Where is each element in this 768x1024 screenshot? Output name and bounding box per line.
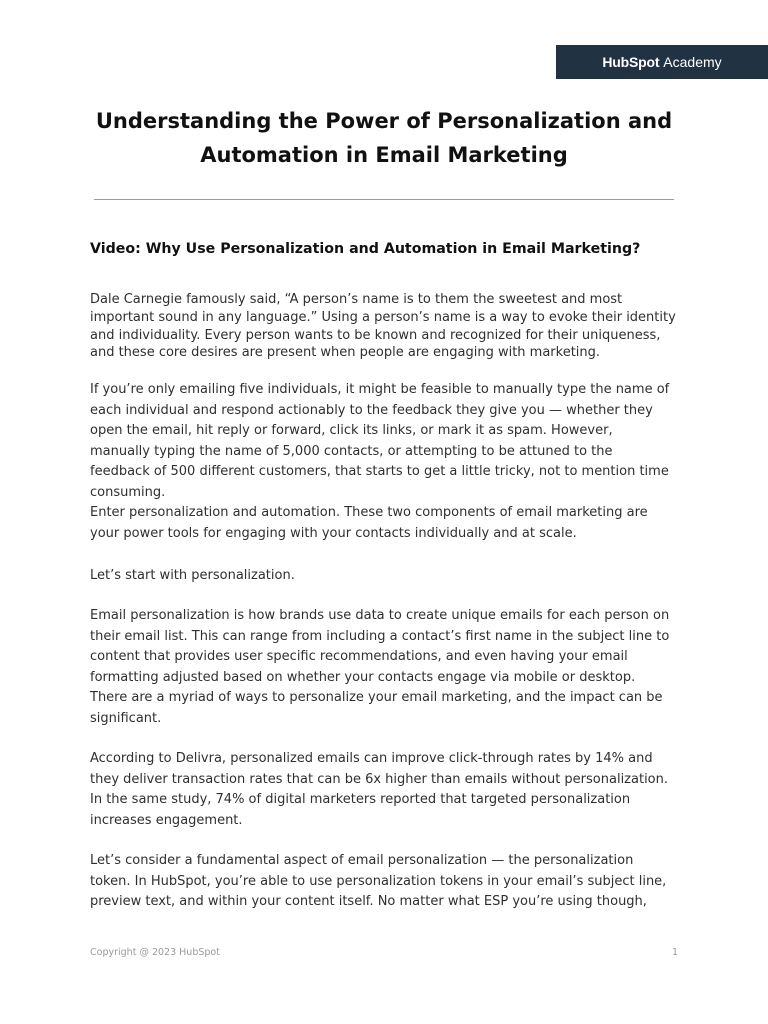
paragraph-4: Let’s start with personalization. [90, 568, 295, 583]
paragraph-7: Let’s consider a fundamental aspect of email personalization — the personalization token. In HubSpot, you’re able to use personalization tokens in your email’s subject line, preview text, and within your content itself. No matter what ESP you’re using though, [90, 853, 667, 909]
page-number: 1 [671, 947, 678, 958]
section-heading: Video: Why Use Personalization and Automation in Email Marketing? [90, 241, 641, 257]
paragraph-5: Email personalization is how brands use data to create unique emails for each person on their email list. This can range from including a contact’s first name in the subject line to content that provides user specific recommendations, and even having your email formatting adjusted based on whether your contacts engage via mobile or desktop. There are a myriad of ways to personalize your email marketing, and the impact can be significant. [90, 608, 670, 726]
title-divider [94, 199, 674, 200]
hubspot-academy-logo [556, 45, 768, 79]
paragraph-2: If you’re only emailing five individuals, it might be feasible to manually type the name of each individual and respond actionably to the feedback they give you — whether they open the email, hit reply or forward, click its links, or mark it as spam. However, manually typing the name of 5,000 contacts, or attempting to be attuned to the feedback of 500 different customers, that starts to get a little tricky, not to mention time consuming. [90, 382, 670, 500]
paragraph-6: According to Delivra, personalized emails can improve click-through rates by 14% and they deliver transaction rates that can be 6x higher than emails without personalization. In the same study, 74% of digital marketers reported that targeted personalization increases engagement. [90, 751, 669, 828]
brand-product: Academy [663, 54, 722, 70]
footer-copyright: Copyright @ 2023 HubSpot [90, 947, 220, 958]
paragraph-3: Enter personalization and automation. These two components of email marketing are your power tools for engaging with your contacts individually and at scale. [90, 505, 648, 541]
brand-name: HubSpot [602, 54, 660, 70]
document-title: Understanding the Power of Personalization and Automation in Email Marketing [95, 109, 673, 167]
paragraph-1: Dale Carnegie famously said, “A person’s name is to them the sweetest and most important sound in any language.” Using a person’s name is a way to evoke their identity and individuality. Every person wants to be known and recognized for their uniqueness, and these core desires are present when people are engaging with marketing. [90, 292, 676, 361]
